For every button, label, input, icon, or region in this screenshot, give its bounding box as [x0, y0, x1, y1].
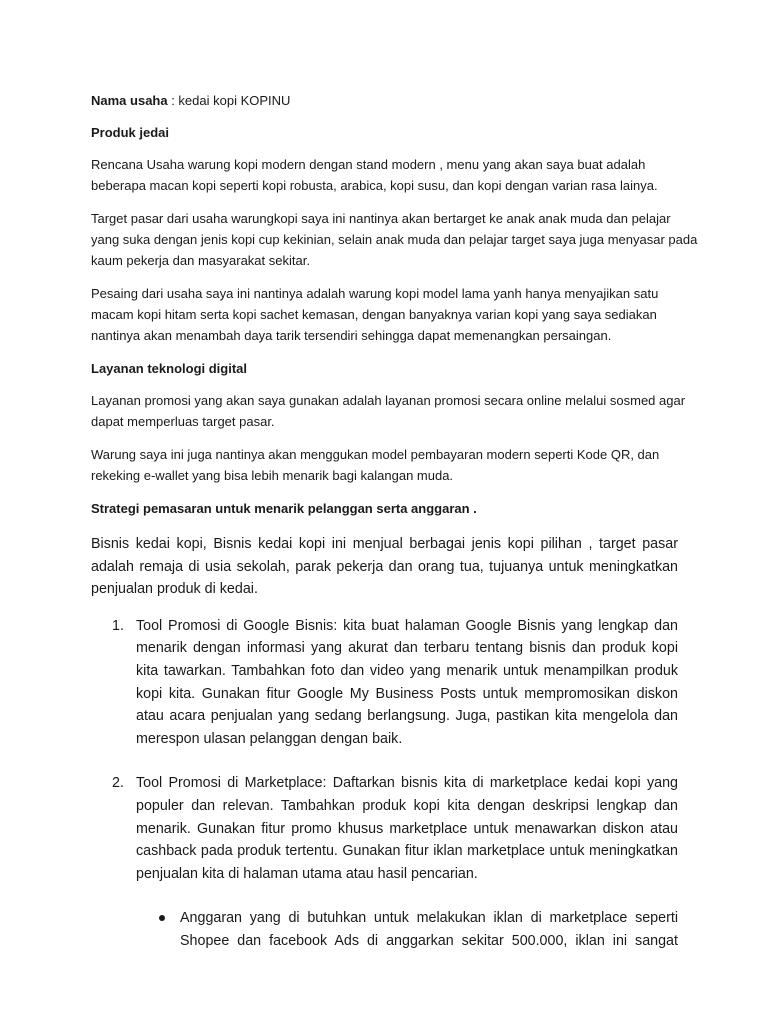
numbered-list [91, 615, 678, 886]
text-line: kaum pekerja dan masyarakat sekitar. [91, 253, 310, 268]
paragraph-target-pasar [91, 208, 698, 271]
bullet-icon [159, 915, 165, 921]
text-line: Layanan promosi yang akan saya gunakan adalah layanan promosi secara online melalui sosmed agar [91, 393, 686, 408]
text-line: Anggaran yang di butuhkan untuk melakukan iklan di marketplace seperti [180, 910, 678, 927]
text-line: macam kopi hitam serta kopi sachet kemasan, dengan banyaknya varian kopi yang saya sediakan [91, 307, 657, 322]
paragraph-pesaing [91, 283, 678, 346]
text-line: Pesaing dari usaha saya ini nantinya adalah warung kopi model lama yanh hanya menyajikan satu [91, 286, 659, 301]
text-line: populer dan relevan. Tambahkan produk kopi kita dengan deskripsi lengkap dan [136, 797, 678, 814]
text-line: penjualan produk di kedai. [91, 581, 258, 598]
bullet-item [91, 907, 678, 952]
text-line: menarik dengan informasi yang akurat dan terbaru tentang bisnis dan produk kopi [136, 640, 678, 657]
paragraph-pembayaran [91, 444, 678, 486]
text-line: Rencana Usaha warung kopi modern dengan stand modern , menu yang akan saya buat adalah [91, 157, 646, 172]
text-line: cashback pada produk tertentu. Gunakan fitur iklan marketplace untuk meningkatkan [136, 843, 678, 860]
text-line: Tool Promosi di Google Bisnis: kita buat halaman Google Bisnis yang lengkap dan [136, 617, 678, 634]
heading-layanan: Layanan teknologi digital [91, 361, 248, 376]
list-number: 1. [112, 617, 124, 634]
heading-produk: Produk jedai [91, 125, 170, 140]
text-line: Bisnis kedai kopi, Bisnis kedai kopi ini menjual berbagai jenis kopi pilihan , target pasar [91, 536, 678, 552]
text-line: kita tawarkan. Tambahkan foto dan video yang menarik untuk menampilkan produk [136, 662, 678, 679]
text-line: nantinya akan menambah daya tarik tersendiri sehingga dapat memenangkan persaingan. [91, 328, 612, 343]
text-line: Target pasar dari usaha warungkopi saya ini nantinya akan bertarget ke anak anak muda dan pelajar [91, 211, 671, 226]
paragraph-produk [91, 154, 678, 196]
text-line: Tool Promosi di Marketplace: Daftarkan bisnis kita di marketplace kedai kopi yang [136, 775, 678, 792]
list-number: 2. [112, 775, 124, 792]
bullet-list [91, 907, 678, 952]
text-line: kopi kita. Gunakan fitur Google My Business Posts untuk mempromosikan diskon [136, 685, 678, 702]
text-line: Shopee dan facebook Ads di anggarkan sekitar 500.000, iklan ini sangat [180, 932, 678, 949]
text-line: atau acara penjualan yang sedang berlangsung. Juga, pastikan kita mengelola dan [136, 708, 678, 725]
business-name-label: Nama usaha [91, 93, 168, 108]
text-line: yang suka dengan jenis kopi cup kekinian, selain anak muda dan pelajar target saya juga menyasar pada [91, 232, 698, 247]
list-item [91, 615, 678, 751]
business-name-value: : kedai kopi KOPINU [167, 93, 291, 108]
text-line: adalah remaja di usia sekolah, parak pekerja dan orang tua, tujuanya untuk meningkatkan [91, 558, 678, 575]
text-line: menarik. Gunakan fitur promo khusus marketplace untuk menawarkan diskon atau [136, 820, 678, 837]
text-line: dapat memperluas target pasar. [91, 414, 275, 429]
paragraph-promosi [91, 390, 686, 432]
document-page [91, 90, 698, 953]
paragraph-bisnis [91, 533, 678, 601]
heading-strategi: Strategi pemasaran untuk menarik pelanggan serta anggaran . [91, 501, 477, 516]
text-line: rekeking e-wallet yang bisa lebih menarik bagi kalangan muda. [91, 468, 454, 483]
text-line: beberapa macan kopi seperti kopi robusta, arabica, kopi susu, dan kopi dengan varian rasa lainya. [91, 178, 658, 193]
business-name-line [91, 90, 678, 111]
list-item [91, 772, 678, 885]
text-line: merespon ulasan pelanggan dengan baik. [136, 730, 403, 747]
text-line: penjualan kita di halaman utama atau hasil pencarian. [136, 865, 478, 882]
text-line: Warung saya ini juga nantinya akan menggukan model pembayaran modern seperti Kode QR, dan [91, 447, 660, 462]
